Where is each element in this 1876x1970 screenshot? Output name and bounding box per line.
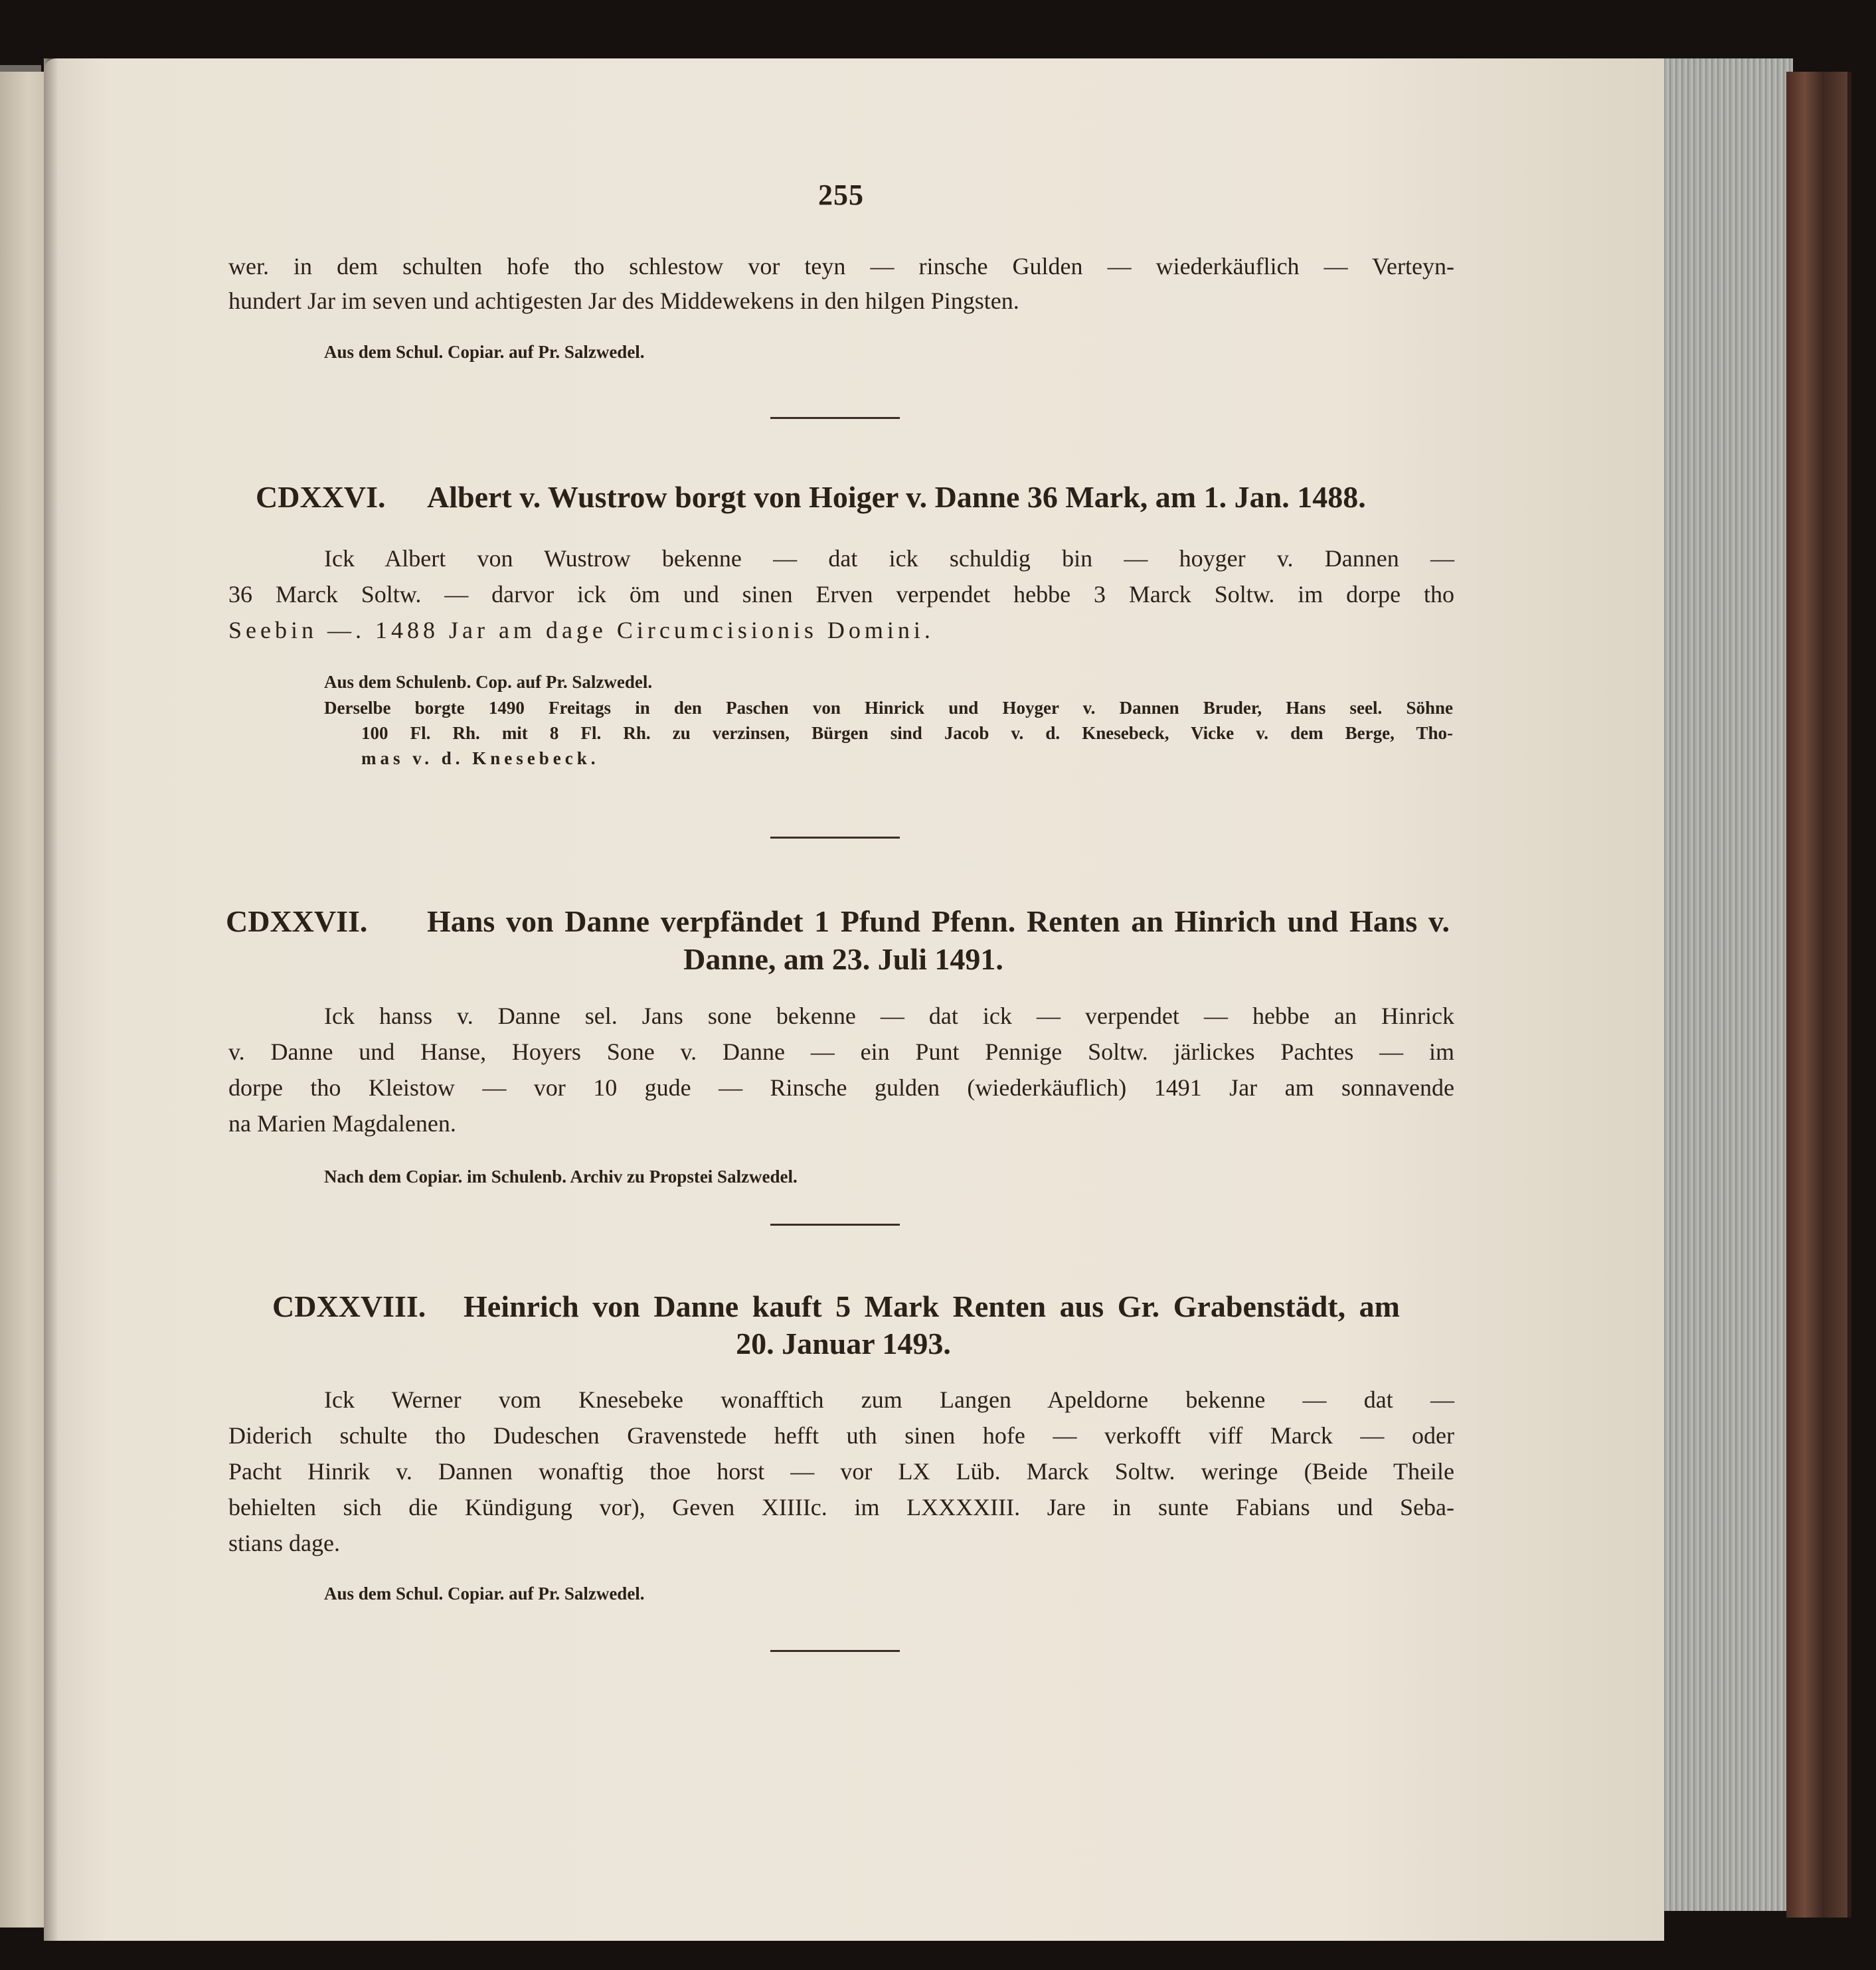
section-divider: [770, 1224, 900, 1226]
section-427-body-line: v. Danne und Hanse, Hoyers Sone v. Danne — ein Punt Pennige Soltw. järlickes Pachtes — im: [228, 1038, 1454, 1065]
section-428-body-line: Ick Werner vom Knesebeke wonafftich zum Langen Apeldorne bekenne — dat —: [324, 1386, 1454, 1413]
section-divider: [770, 1650, 900, 1652]
section-428-body-line: Pacht Hinrik v. Dannen wonaftig thoe horst — vor LX Lüb. Marck Soltw. weringe (Beide Theile: [228, 1458, 1454, 1485]
section-426-body-line: 36 Marck Soltw. — darvor ick öm und sinen Erven verpendet hebbe 3 Marck Soltw. im dorpe tho: [228, 581, 1454, 608]
section-428-title-date: 20. Januar 1493.: [736, 1327, 951, 1360]
section-427-title: Hans von Danne verpfändet 1 Pfund Pfenn. Renten an Hinrich und Hans v.: [427, 904, 1450, 938]
section-426-title: Albert v. Wustrow borgt von Hoiger v. Danne 36 Mark, am 1. Jan. 1488.: [427, 480, 1366, 514]
section-426-body-line: Ick Albert von Wustrow bekenne — dat ick schuldig bin — hoyger v. Dannen —: [324, 545, 1454, 572]
section-426-note-line: mas v. d. Knesebeck.: [361, 748, 600, 768]
section-426-note-line: 100 Fl. Rh. mit 8 Fl. Rh. zu verzinsen, Bürgen sind Jacob v. d. Knesebeck, Vicke v. dem Berge, Tho-: [361, 723, 1453, 743]
section-427-body-line: dorpe tho Kleistow — vor 10 gude — Rinsche gulden (wiederkäuflich) 1491 Jar am sonnavende: [228, 1074, 1454, 1101]
section-428-source: Aus dem Schul. Copiar. auf Pr. Salzwedel.: [324, 1584, 645, 1603]
intro-line-2: hundert Jar im seven und achtigesten Jar des Middewekens in den hilgen Pingsten.: [228, 287, 1019, 314]
section-428-body-line: behielten sich die Kündigung vor), Geven XIIIIc. im LXXXXIII. Jare in sunte Fabians und Seba-: [228, 1494, 1454, 1520]
section-428-body-line: Diderich schulte tho Dudeschen Gravenstede hefft uth sinen hofe — verkofft viff Marck — oder: [228, 1422, 1454, 1449]
section-427-number: CDXXVII.: [226, 904, 368, 938]
section-427-title-date: Danne, am 23. Juli 1491.: [683, 942, 1003, 976]
section-427-body-line: Ick hanss v. Danne sel. Jans sone bekenne — dat ick — verpendet — hebbe an Hinrick: [324, 1003, 1454, 1029]
section-428-title: Heinrich von Danne kauft 5 Mark Renten aus Gr. Grabenstädt, am: [464, 1289, 1400, 1323]
section-426-note-line: Derselbe borgte 1490 Freitags in den Paschen von Hinrick und Hoyger v. Dannen Bruder, Hans seel. Söhne: [324, 698, 1453, 718]
page-number: 255: [818, 179, 864, 211]
section-426-number: CDXXVI.: [256, 480, 386, 514]
section-426-body-line: Seebin —. 1488 Jar am dage Circumcisionis Domini.: [228, 617, 934, 643]
intro-source: Aus dem Schul. Copiar. auf Pr. Salzwedel.: [324, 342, 645, 362]
section-divider: [770, 837, 900, 839]
intro-line-1: wer. in dem schulten hofe tho schlestow vor teyn — rinsche Gulden — wiederkäuflich — Verteyn-: [228, 253, 1454, 280]
section-427-source: Nach dem Copiar. im Schulenb. Archiv zu Propstei Salzwedel.: [324, 1167, 798, 1187]
section-428-body-line: stians dage.: [228, 1530, 340, 1556]
section-427-body-line: na Marien Magdalenen.: [228, 1110, 456, 1137]
section-divider: [770, 417, 900, 419]
section-428-number: CDXXVIII.: [272, 1289, 426, 1323]
section-426-source: Aus dem Schulenb. Cop. auf Pr. Salzwedel.: [324, 672, 653, 692]
